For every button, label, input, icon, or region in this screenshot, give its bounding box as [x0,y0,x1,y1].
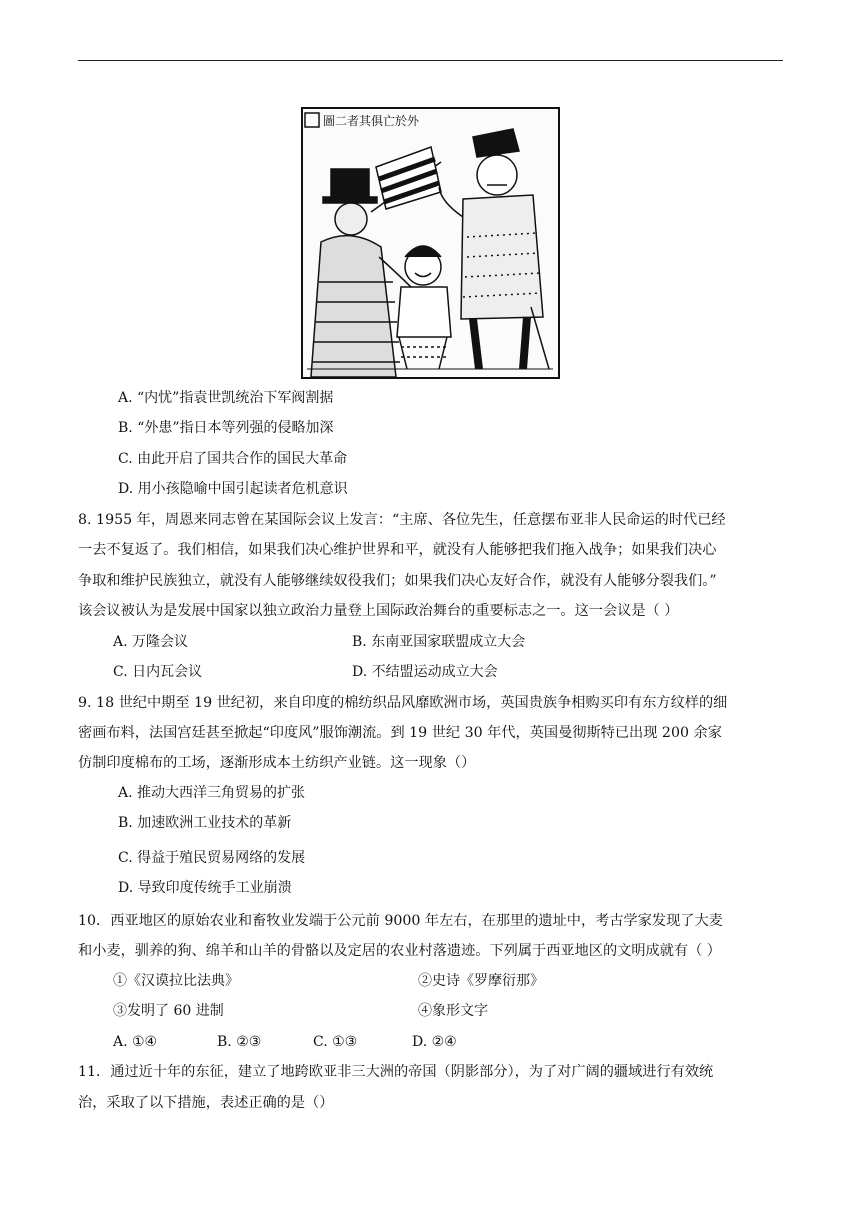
q7-option-b[interactable]: B. “外患”指日本等列强的侵略加深 [118,420,334,436]
q9-option-d[interactable]: D. 导致印度传统手工业崩溃 [118,880,292,896]
q11-stem-line-1: 11．通过近十年的东征，建立了地跨欧亚非三大洲的帝国（阴影部分），为了对广阔的疆域进行有效统 [78,1064,714,1080]
q8-option-a[interactable]: A. 万隆会议 [113,634,189,650]
q10-item-1: ①《汉谟拉比法典》 [113,973,239,989]
q10-item-4: ④象形文字 [418,1003,488,1019]
q10-stem-line-1: 10．西亚地区的原始农业和畜牧业发端于公元前 9000 年左右，在那里的遗址中，考古学家发现了大麦 [78,913,723,929]
cartoon-caption [305,113,420,128]
q10-stem-line-2: 和小麦，驯养的狗、绵羊和山羊的骨骼以及定居的农业村落遗迹。下列属于西亚地区的文明成就有（ ） [78,943,721,959]
cartoon-illustration [301,107,560,379]
q8-stem-line-3: 争取和维护民族独立，就没有人能够继续奴役我们；如果我们决心友好合作，就没有人能够分裂我们。” [78,573,717,589]
q7-option-c[interactable]: C. 由此开启了国共合作的国民大革命 [118,451,348,467]
q9-option-a[interactable]: A. 推动大西洋三角贸易的扩张 [118,785,306,801]
q7-option-a[interactable]: A. “内忧”指袁世凯统治下军阀割据 [118,390,334,406]
q10-option-c[interactable]: C. ①③ [313,1034,358,1050]
q9-stem-line-3: 仿制印度棉布的工场，逐渐形成本土纺织产业链。这一现象（） [78,755,476,771]
q8-option-c[interactable]: C. 日内瓦会议 [113,664,203,680]
cartoon-caption-text: 圖二者其俱亡於外 [323,114,420,128]
q9-option-c[interactable]: C. 得益于殖民贸易网络的发展 [118,850,306,866]
q8-option-b[interactable]: B. 东南亚国家联盟成立大会 [352,634,526,650]
q8-option-d[interactable]: D. 不结盟运动成立大会 [352,664,498,680]
q10-item-3: ③发明了 60 进制 [113,1003,224,1019]
q10-option-a[interactable]: A. ①④ [113,1034,158,1050]
q10-item-2: ②史诗《罗摩衍那》 [418,973,544,989]
q10-option-b[interactable]: B. ②③ [217,1034,262,1050]
q8-stem-line-2: 一去不复返了。我们相信，如果我们决心维护世界和平，就没有人能够把我们拖入战争；如果我们决心 [78,542,717,558]
q11-stem-line-2: 治，采取了以下措施，表述正确的是（） [78,1095,334,1111]
q10-option-d[interactable]: D. ②④ [412,1034,457,1050]
q9-option-b[interactable]: B. 加速欧洲工业技术的革新 [118,815,292,831]
header-rule [78,60,783,61]
q7-option-d[interactable]: D. 用小孩隐喻中国引起读者危机意识 [118,481,348,497]
q8-stem-line-1: 8. 1955 年，周恩来同志曾在某国际会议上发言：“主席、各位先生，任意摆布亚非人民命运的时代已经 [78,512,726,528]
q8-stem-line-4: 该会议被认为是发展中国家以独立政治力量登上国际政治舞台的重要标志之一。这一会议是（ ） [78,603,679,619]
q9-stem-line-2: 密画布料，法国宫廷甚至掀起“印度风”服饰潮流。到 19 世纪 30 年代，英国曼彻斯特已出现 200 余家 [78,725,722,741]
q9-stem-line-1: 9. 18 世纪中期至 19 世纪初，来自印度的棉纺织品风靡欧洲市场，英国贵族争相购买印有东方纹样的细 [78,695,728,711]
